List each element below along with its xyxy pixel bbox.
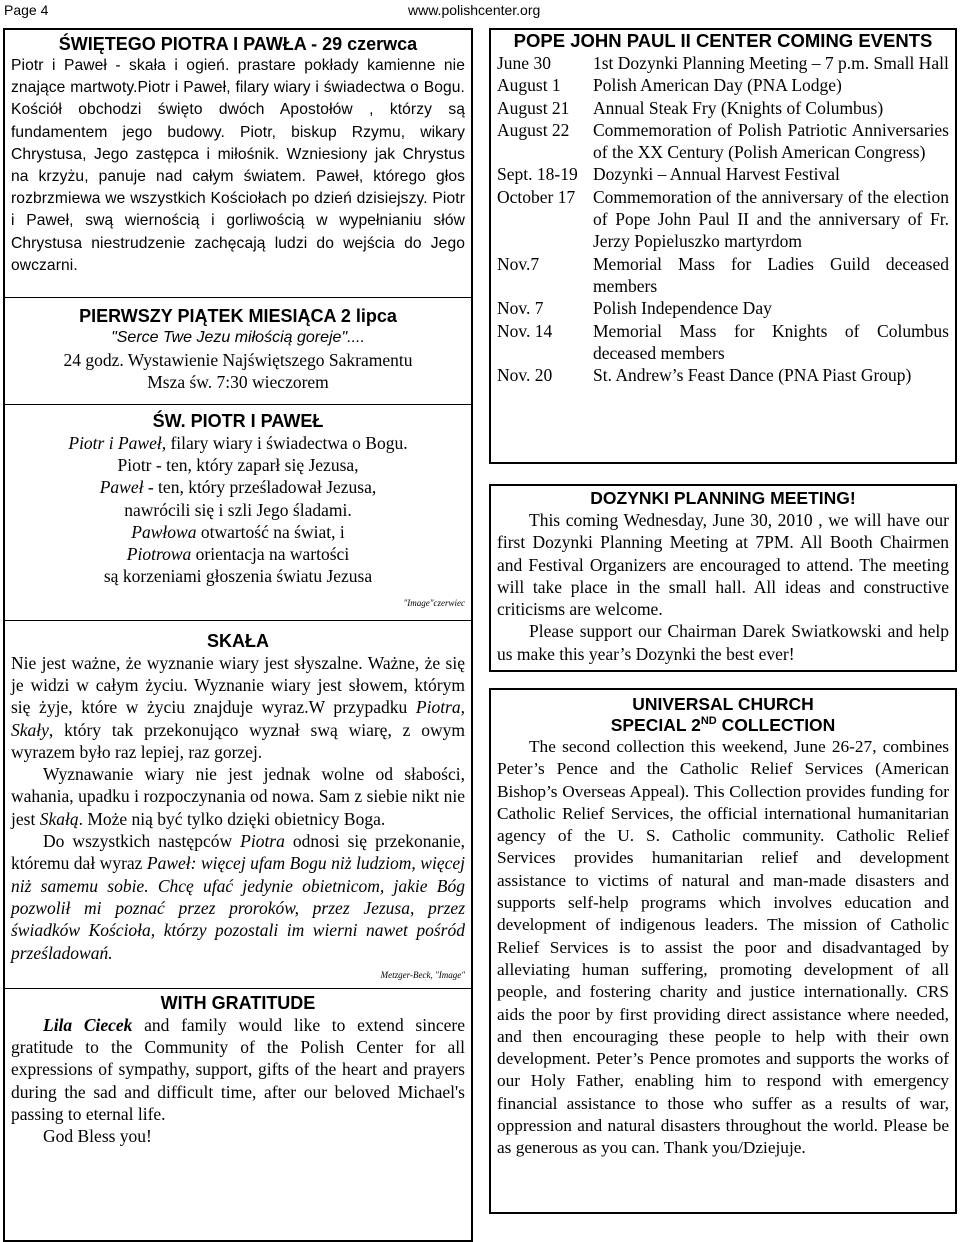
dozynki-title: DOZYNKI PLANNING MEETING!: [590, 488, 856, 508]
event-text: Commemoration of Polish Patriotic Anniversaries of the XX Century (Polish American Congress): [593, 119, 949, 163]
poem-name-2: Piotr: [117, 454, 152, 475]
event-row: [497, 320, 949, 365]
poem-line-4: nawrócili się i szli Jego śladami.: [124, 499, 352, 520]
gratitude-text: and family would like to extend sincere gratitude to the Community of the Polish Center for all expressions of sympathy, support, gifts of the heart and prayers during the sad and difficult time, after our beloved Michael's passing to eternal life.: [11, 1014, 465, 1125]
event-text: 1st Dozynki Planning Meeting – 7 p.m. Small Hall: [593, 53, 949, 73]
first-friday-line-1: 24 godz. Wystawienie Najświętszego Sakramentu: [63, 350, 413, 371]
events-list: [497, 52, 949, 386]
gratitude-closing: God Bless you!: [43, 1126, 152, 1147]
event-date: August 21: [497, 97, 570, 118]
event-date: August 1: [497, 75, 561, 96]
divider: [5, 297, 471, 298]
universal-title-1: UNIVERSAL CHURCH: [632, 694, 814, 714]
dozynki-paragraph-2: Please support our Chairman Darek Swiatkowski and help us make this year’s Dozynki the best ever!: [497, 621, 949, 664]
feast-body: Piotr i Paweł - skała i ogień. prastare pokłady kamienne nie znające martwoty.Piotr i Paweł, filary wiary i świadectwa o Bogu. Kościół obchodzi święto dwóch Apostołów , którzy są fundamentem jego budowy. Piotr, biskup Rzymu, wikary Chrystusa, Jego zastępca i miłośnik. Wzniesiony jak Chrystus na krzyżu, panuje nad całym światem. Paweł, którego głos rozbrzmiewa we wszystkich Kościołach po dzień dzisiejszy. Piotr i Paweł, swą wiernością i gorliwością w wypełnianiu słów Chrystusa niestrudzenie zachęcają ludzi do wejścia do Jego owczarni.: [11, 57, 465, 274]
event-date: Nov.7: [497, 253, 540, 274]
feast-title: ŚWIĘTEGO PIOTRA I PAWŁA - 29 czerwca: [58, 34, 418, 54]
event-date: Nov. 7: [497, 298, 544, 319]
skala-p2-text-b: . Może nią być tylko dzięki obietnicy Boga.: [78, 808, 386, 829]
skala-paragraph-3: [11, 830, 465, 964]
saints-credit: "Image"czerwiec: [403, 597, 465, 608]
poem-text-2: - ten, który zaparł się Jezusa,: [151, 454, 359, 475]
event-date: Sept. 18-19: [497, 164, 578, 185]
page-header: [0, 0, 960, 22]
universal-title-2b: COLLECTION: [716, 715, 836, 735]
universal-church-box: [489, 688, 957, 1214]
dozynki-paragraph-1: This coming Wednesday, June 30, 2010 , we will have our first Dozynki Planning Meeting at 7PM. All Booth Chairmen and Festival Organizers are encouraged to attend. The meeting will take place in the small hall. All ideas and constructive criticisms are welcome.: [497, 510, 949, 620]
skala-p3-quote: Paweł: więcej ufam Bogu niż ludziom, więcej niż samemu sobie. Chcę ufać jedynie obietnicom, jakie Bóg pozwolił mi poznać przez proroków, przez Jezusa, przez świadków Kościoła, którzy pozostali im wierni nawet pośród prześladowań.: [11, 853, 465, 963]
event-text: Memorial Mass for Knights of Columbus deceased members: [593, 320, 949, 363]
event-row: [497, 186, 949, 253]
gratitude-body: [11, 1014, 465, 1125]
skala-credit: Metzger-Beck, "Image": [380, 969, 465, 980]
first-friday-title: PIERWSZY PIĄTEK MIESIĄCA 2 lipca: [79, 306, 397, 327]
feast-article-box: [3, 28, 473, 1242]
skala-p2-text: Wyznawanie wiary nie jest jednak wolne od słabości, wahania, upadku i rozpoczynania od nowa. Sam z siebie nikt nie jest: [11, 764, 465, 829]
poem-line-7: są korzeniami głoszenia światu Jezusa: [103, 566, 373, 587]
event-row: [497, 163, 949, 185]
events-box: [489, 28, 957, 464]
event-row: [497, 253, 949, 298]
gratitude-title: WITH GRATITUDE: [160, 992, 316, 1013]
first-friday-quote: "Serce Twe Jezu miłością goreje"....: [111, 329, 365, 347]
saints-poem: [11, 432, 465, 588]
poem-name-5: Pawłowa: [131, 521, 197, 542]
event-row: [497, 297, 949, 319]
universal-title-2-sup: ND: [700, 715, 717, 728]
event-text: Polish Independence Day: [593, 298, 772, 319]
poem-text-5: otwartość na świat, i: [196, 521, 345, 542]
website-url[interactable]: www.polishcenter.org: [408, 2, 541, 18]
saints-title: ŚW. PIOTR I PAWEŁ: [152, 410, 324, 431]
event-row: [497, 97, 949, 119]
events-title: POPE JOHN PAUL II CENTER COMING EVENTS: [513, 30, 933, 51]
gratitude-name: Lila Ciecek: [43, 1014, 133, 1035]
skala-p3-text-b: odnosi się przekonanie, któremu dał wyraz: [11, 831, 465, 874]
event-text: St. Andrew’s Feast Dance (PNA Piast Group): [593, 365, 912, 386]
event-text: Annual Steak Fry (Knights of Columbus): [593, 97, 884, 118]
skala-paragraph-1: [11, 652, 465, 763]
universal-title-2a: SPECIAL 2: [610, 715, 701, 735]
event-row: [497, 74, 949, 96]
event-date: Nov. 14: [497, 320, 553, 341]
poem-text-1: filary wiary i świadectwa o Bogu.: [166, 432, 408, 453]
page-number: Page 4: [4, 2, 49, 18]
poem-text-3: - ten, który prześladował Jezusa,: [143, 477, 377, 498]
poem-name-6: Piotrowa: [126, 544, 192, 565]
event-text: Memorial Mass for Ladies Guild deceased members: [593, 253, 949, 296]
universal-body: The second collection this weekend, June 26-27, combines Peter’s Pence and the Catholic Relief Services (American Bishop’s Overseas Appeal). This Collection provides funding for Catholic Relief Services, the official international humanitarian agency of the U. S. Catholic community. Catholic Relief Services provides humanitarian relief and development assistance to victims of natural and man-made disasters and supports self-help programs which involves education and development of indigenous leaders. The mission of Catholic Relief Services is to assist the poor and disadvantaged by alleviating human suffering, promoting development of all people, and fostering charity and justice internationally. CRS aids the poor by first providing direct assistance where needed, and then encouraging these people to help with their own development. Peter’s Pence promotes and supports the works of our Holy Father, enabling him to respond with emergency financial assistance to those who suffer as a results of war, oppression and natural disasters throughout the world. Please be as generous as you can. Thank you/Dziejuje.: [497, 737, 949, 1158]
skala-paragraph-2: [11, 763, 465, 830]
event-text: Dozynki – Annual Harvest Festival: [593, 164, 840, 185]
divider: [5, 620, 471, 621]
universal-title-2: [497, 715, 949, 736]
skala-p3-text: Do wszystkich następców: [43, 831, 241, 852]
skala-p3-italic: Piotra: [240, 831, 285, 852]
divider: [5, 404, 471, 405]
skala-p1-italic: Piotra, Skały: [11, 697, 465, 740]
event-text: Polish American Day (PNA Lodge): [593, 75, 842, 96]
event-text: Commemoration of the anniversary of the election of Pope John Paul II and the anniversary of Fr. Jerzy Popieluszko martyrdom: [593, 186, 949, 252]
poem-name-1: Piotr i Paweł,: [68, 432, 167, 453]
event-date: October 17: [497, 186, 576, 207]
event-row: [497, 364, 949, 386]
event-date: August 22: [497, 119, 570, 140]
event-row: [497, 52, 949, 74]
first-friday-line-2: Msza św. 7:30 wieczorem: [147, 372, 329, 393]
skala-p1-text: Nie jest ważne, że wyznanie wiary jest słyszalne. Ważne, że się je widzi w całym życiu. Wyznanie wiary jest słowem, którym się żyje, które w życiu znajduje wyraz.W przypadku: [11, 652, 465, 718]
event-date: Nov. 20: [497, 365, 553, 386]
event-date: June 30: [497, 53, 551, 73]
skala-p1-text-b: , który tak przekonująco wyznał swą wiarę, z owym wyrazem było raz lepiej, raz gorzej.: [11, 719, 465, 762]
skala-title: SKAŁA: [207, 630, 269, 651]
skala-p2-italic: Skałą: [39, 808, 79, 829]
divider: [5, 988, 471, 989]
poem-name-3: Paweł: [99, 477, 144, 498]
event-row: [497, 119, 949, 164]
poem-text-6: orientacja na wartości: [191, 544, 350, 565]
dozynki-box: [489, 484, 957, 672]
